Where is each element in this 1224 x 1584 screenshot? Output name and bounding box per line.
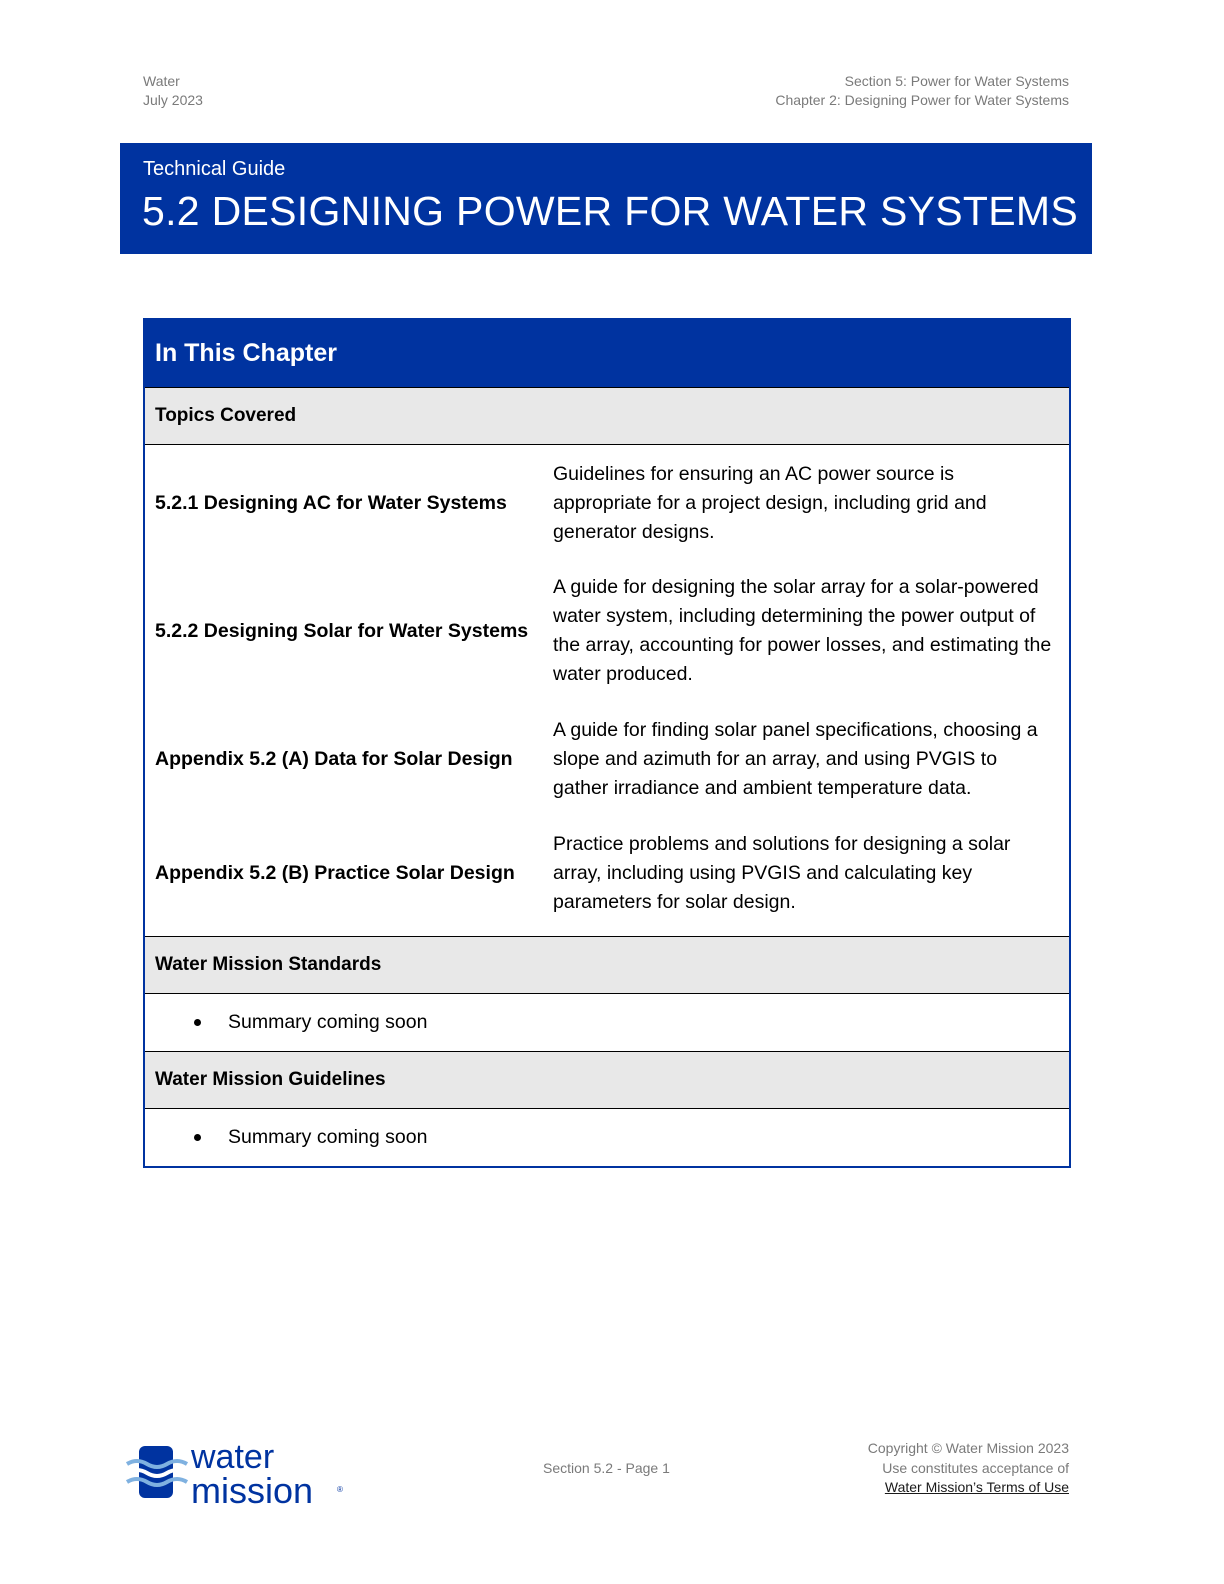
topic-description: A guide for finding solar panel specifications, choosing a slope and azimuth for an array, and using PVGIS to gather irradiance and ambient temperature data. — [553, 718, 1038, 799]
topic-row — [145, 560, 1069, 702]
topic-row — [145, 816, 1069, 930]
header-org: Water — [143, 73, 180, 89]
header-right — [775, 72, 1069, 110]
copyright-text: Copyright © Water Mission 2023 — [867, 1440, 1069, 1456]
guidelines-item-text: Summary coming soon — [228, 1126, 428, 1148]
topic-description: Guidelines for ensuring an AC power source is appropriate for a project design, including grid and generator designs. — [553, 462, 987, 543]
standards-heading: Water Mission Standards — [145, 936, 1069, 994]
header-date: July 2023 — [143, 92, 203, 108]
chapter-heading: In This Chapter — [145, 320, 1069, 387]
svg-text:water: water — [191, 1438, 275, 1476]
topic-description: Practice problems and solutions for designing a solar array, including using PVGIS and calculating key parameters for solar design. — [553, 832, 1011, 913]
header-chapter: Chapter 2: Designing Power for Water Systems — [775, 92, 1069, 108]
topic-name: 5.2.2 Designing Solar for Water Systems — [155, 619, 529, 642]
standards-item-text: Summary coming soon — [228, 1011, 428, 1033]
header-left — [143, 72, 203, 110]
terms-prefix: Use constitutes acceptance of — [882, 1459, 1069, 1476]
topic-name: Appendix 5.2 (B) Practice Solar Design — [155, 861, 515, 884]
guidelines-item — [145, 1109, 1069, 1166]
topics-list — [145, 445, 1069, 936]
topics-heading: Topics Covered — [145, 387, 1069, 445]
topic-row — [145, 702, 1069, 816]
terms-of-use-link[interactable]: Water Mission’s Terms of Use — [884, 1479, 1069, 1495]
page-number: Section 5.2 - Page 1 — [543, 1460, 670, 1476]
water-mission-logo — [125, 1437, 355, 1507]
title-banner — [120, 143, 1092, 254]
logo-mark-icon — [125, 1437, 355, 1507]
page-title: 5.2 DESIGNING POWER FOR WATER SYSTEMS — [142, 188, 1078, 234]
topic-row — [145, 446, 1069, 560]
topic-name: 5.2.1 Designing AC for Water Systems — [155, 491, 507, 514]
topic-name: Appendix 5.2 (A) Data for Solar Design — [155, 747, 513, 770]
footer-legal — [868, 1439, 1069, 1498]
svg-text:®: ® — [337, 1485, 343, 1494]
svg-text:mission: mission — [191, 1470, 314, 1507]
topic-description: A guide for designing the solar array for a solar-powered water system, including determining the power output of the array, accounting for power losses, and estimating the water produced. — [553, 576, 1052, 685]
header-section: Section 5: Power for Water Systems — [844, 73, 1069, 89]
banner-kicker: Technical Guide — [143, 158, 286, 180]
bullet-icon — [194, 1019, 201, 1026]
bullet-icon — [194, 1134, 201, 1141]
guidelines-heading: Water Mission Guidelines — [145, 1051, 1069, 1109]
chapter-box — [143, 318, 1071, 1168]
standards-item — [145, 994, 1069, 1051]
